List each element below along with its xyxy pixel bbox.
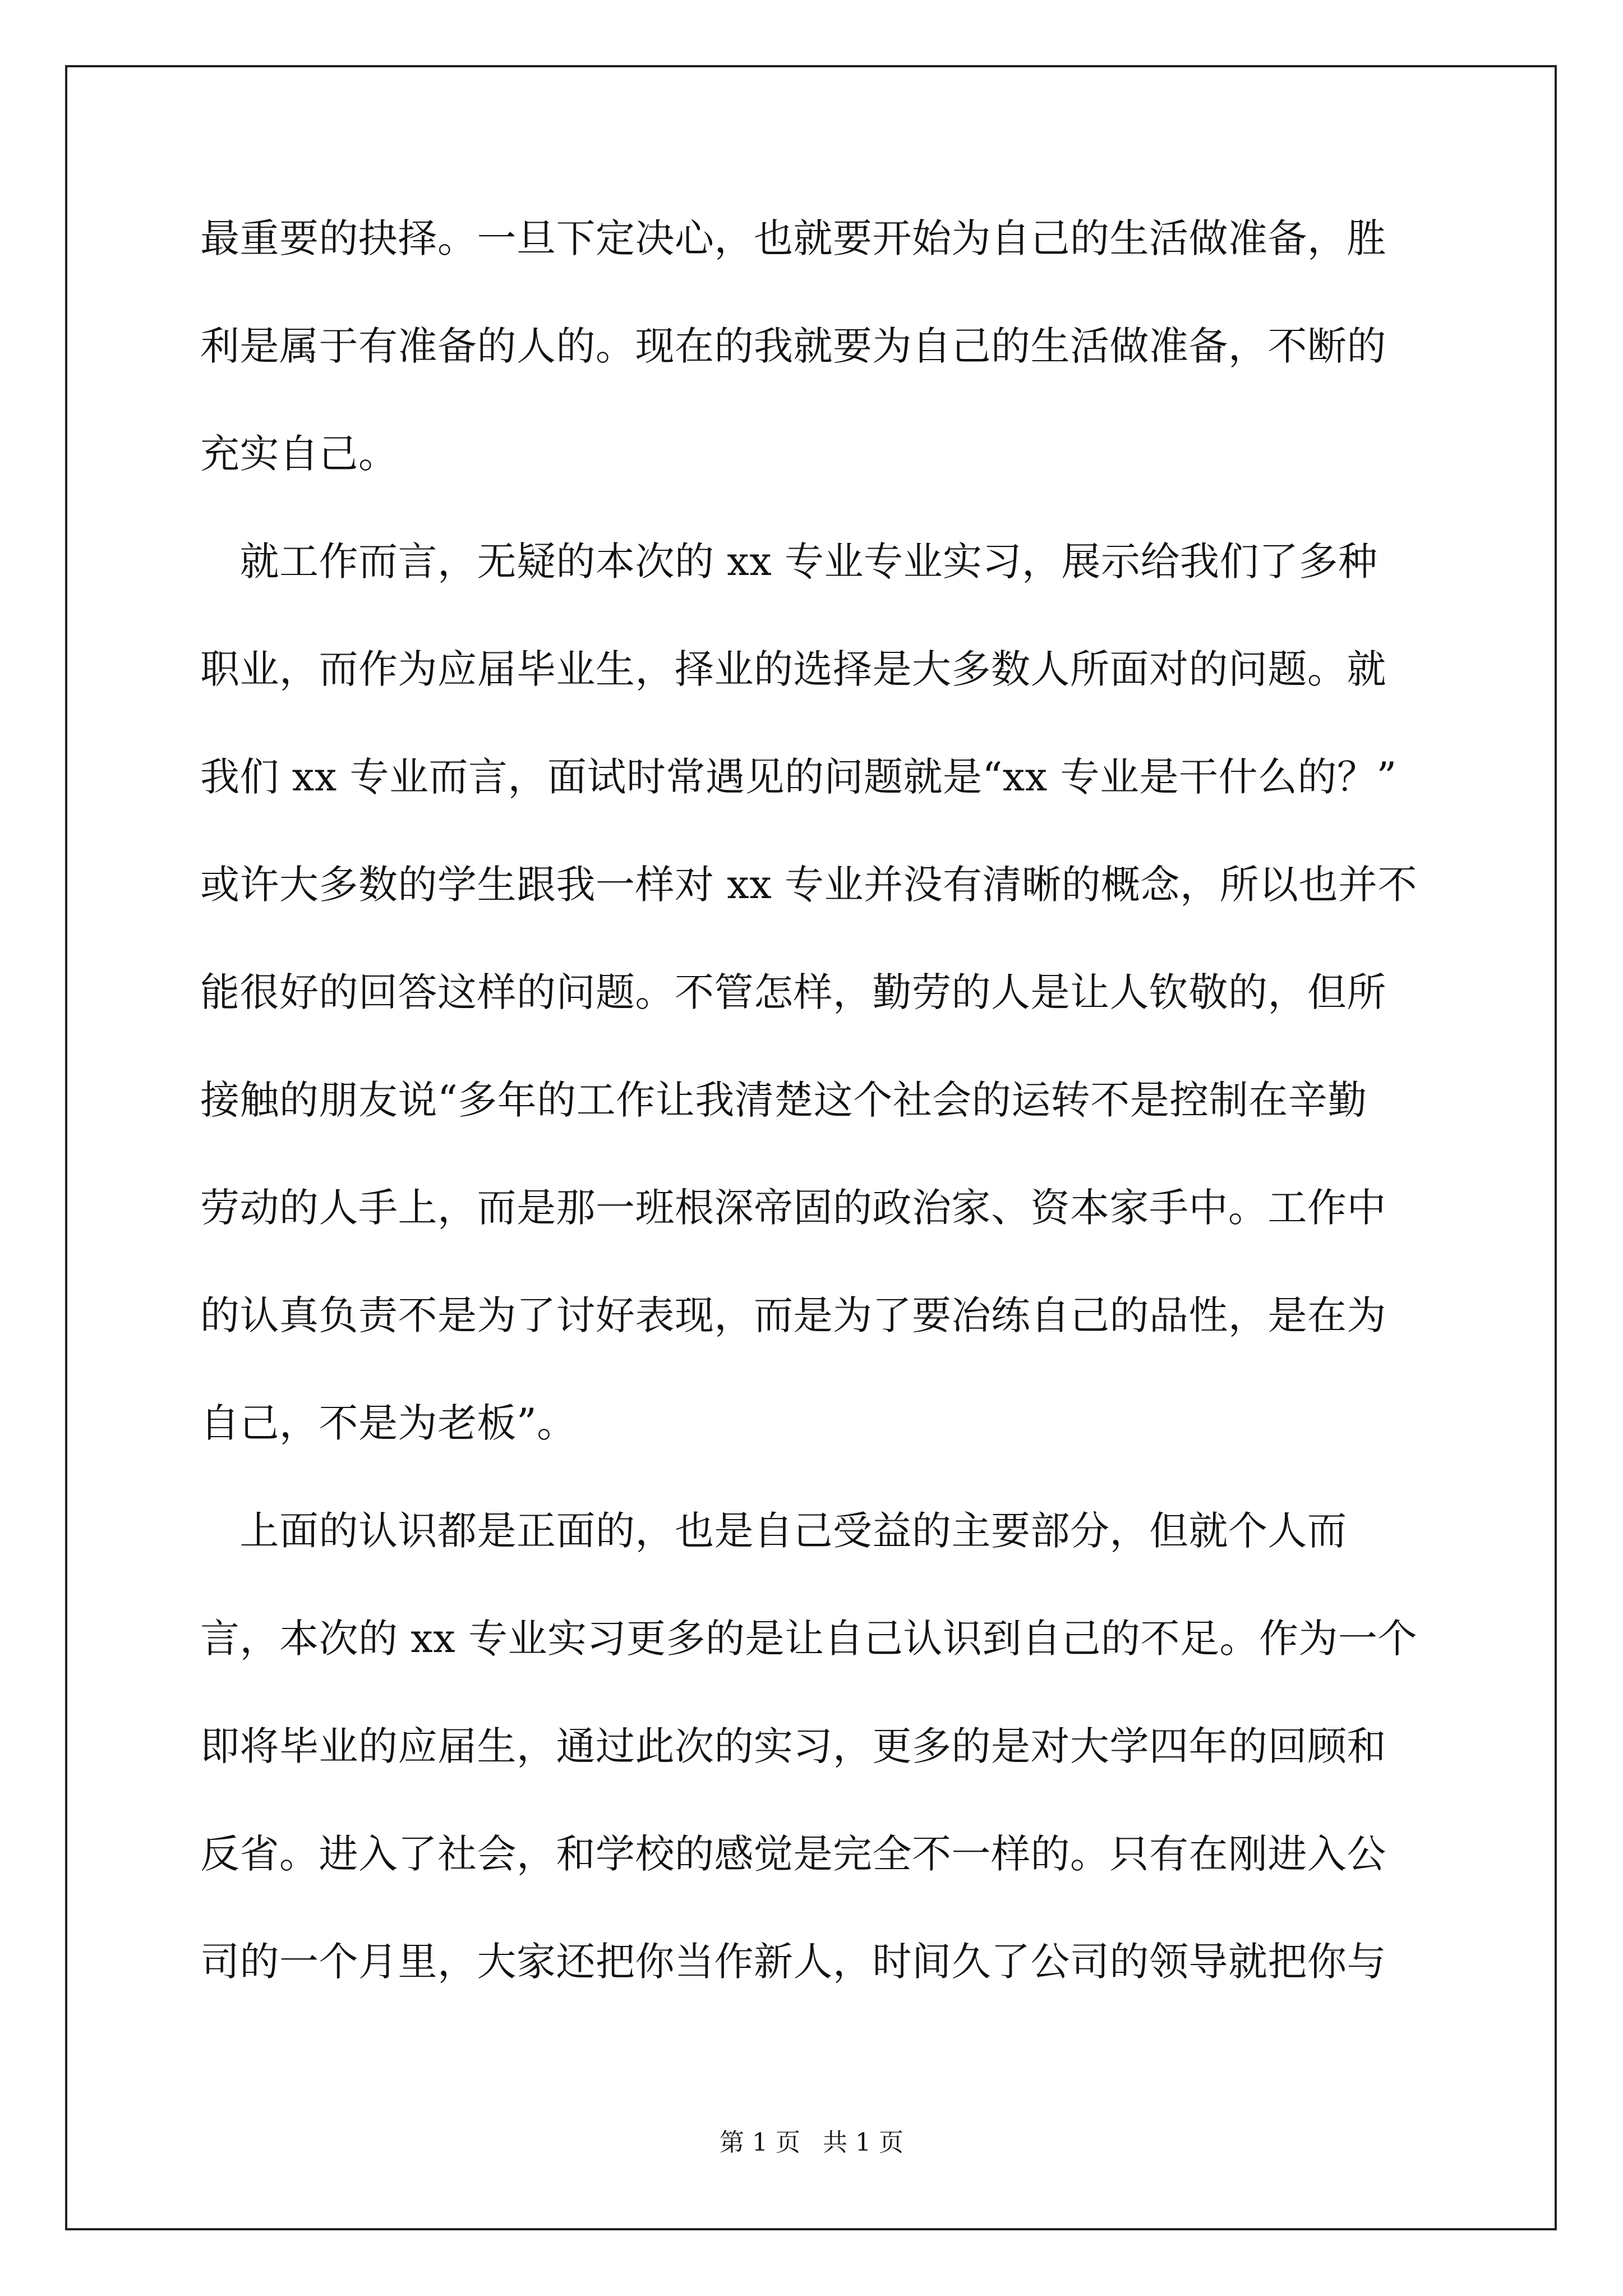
text-line: 职业，而作为应届毕业生，择业的选择是大多数人所面对的问题。就 (200, 646, 1386, 692)
text-line: 或许大多数的学生跟我一样对 xx 专业并没有清晰的概念，所以也并不 (200, 862, 1417, 908)
text-line: 能很好的回答这样的问题。不管怎样，勤劳的人是让人钦敬的，但所 (200, 969, 1386, 1015)
text-line: 的认真负责不是为了讨好表现，而是为了要冶练自己的品性，是在为 (200, 1292, 1386, 1338)
document-body (200, 208, 1423, 2039)
text-line: 我们 xx 专业而言，面试时常遇见的问题就是“xx 专业是干什么的？” (200, 754, 1397, 800)
text-line: 自己，不是为老板”。 (200, 1400, 577, 1446)
text-line: 利是属于有准备的人的。现在的我就要为自己的生活做准备，不断的 (200, 323, 1386, 369)
text-line: 上面的认识都是正面的，也是自己受益的主要部分，但就个人而 (200, 1508, 1347, 1554)
text-line: 即将毕业的应届生，通过此次的实习，更多的是对大学四年的回顾和 (200, 1723, 1386, 1769)
text-line: 接触的朋友说“多年的工作让我清楚这个社会的运转不是控制在辛勤 (200, 1077, 1367, 1123)
page-footer (0, 2126, 1623, 2160)
text-line: 最重要的抉择。一旦下定决心，也就要开始为自己的生活做准备，胜 (200, 215, 1386, 261)
text-line: 言，本次的 xx 专业实习更多的是让自己认识到自己的不足。作为一个 (200, 1616, 1417, 1662)
text-line: 劳动的人手上，而是那一班根深帝固的政治家、资本家手中。工作中 (200, 1185, 1386, 1231)
text-line: 充实自己。 (200, 431, 398, 477)
page-number: 第 1 页 (720, 2128, 800, 2157)
text-line: 司的一个月里，大家还把你当作新人，时间久了公司的领导就把你与 (200, 1939, 1386, 1985)
page-total: 共 1 页 (823, 2128, 903, 2157)
text-line: 反省。进入了社会，和学校的感觉是完全不一样的。只有在刚进入公 (200, 1831, 1386, 1877)
text-line: 就工作而言，无疑的本次的 xx 专业专业实习，展示给我们了多种 (200, 539, 1378, 585)
